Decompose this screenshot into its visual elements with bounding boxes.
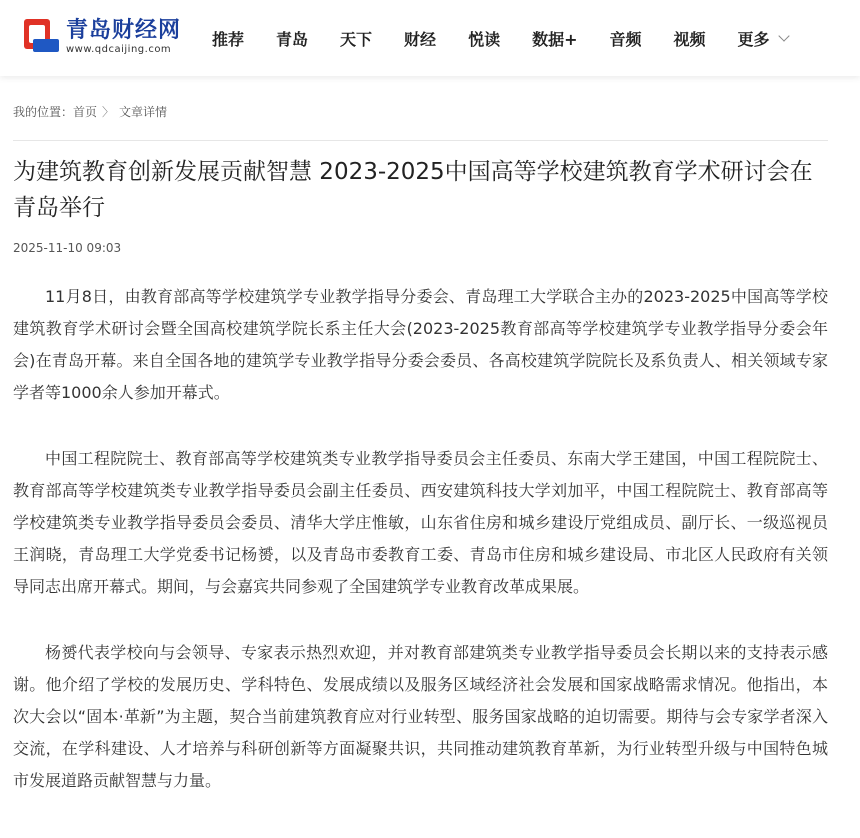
nav-item-video[interactable]: 视频 [673,29,706,49]
nav-more-label: 更多 [737,29,770,49]
logo-mark-icon [24,19,60,55]
article-date: 2025-11-10 09:03 [13,241,122,255]
logo-text [66,19,181,56]
site-header [0,0,860,76]
breadcrumb-home[interactable]: 首页 [73,105,98,119]
article-title: 为建筑教育创新发展贡献智慧 2023-2025中国高等学校建筑教育学术研讨会在青岛举行 [13,159,813,221]
breadcrumb-separator: 〉 [102,105,115,119]
nav-item-more[interactable] [738,27,788,50]
breadcrumb [13,103,167,120]
nav-item-recommend[interactable]: 推荐 [212,29,245,49]
breadcrumb-divider [13,140,828,141]
nav-item-data[interactable]: 数据+ [532,29,578,49]
article-body [13,281,828,831]
article-paragraph: 中国工程院院士、教育部高等学校建筑类专业教学指导委员会主任委员、东南大学王建国，中国工程院院士、教育部高等学校建筑类专业教学指导委员会副主任委员、西安建筑科技大学刘加平，中国工程院院士、教育部高等学校建筑类专业教学指导委员会委员、清华大学庄惟敏，山东省住房和城乡建设厅党组成员、副厅长、一级巡视员王润晓，青岛理工大学党委书记杨赟，以及青岛市委教育工委、青岛市住房和城乡建设局、市北区人民政府有关领导同志出席开幕式。期间，与会嘉宾共同参观了全国建筑学专业教育改革成果展。 [13,449,828,596]
logo-name: 青岛财经网 [66,17,182,43]
nav-item-qingdao[interactable]: 青岛 [276,29,309,49]
logo-url: www.qdcaijing.com [66,43,172,55]
nav-item-world[interactable]: 天下 [340,29,373,49]
breadcrumb-current: 文章详情 [119,105,168,119]
article-paragraph: 杨赟代表学校向与会领导、专家表示热烈欢迎，并对教育部建筑类专业教学指导委员会长期以来的支持表示感谢。他介绍了学校的发展历史、学科特色、发展成绩以及服务区域经济社会发展和国家战略需求情况。他指出，本次大会以“固本·革新”为主题，契合当前建筑教育应对行业转型、服务国家战略的迫切需要。期待与会专家学者深入交流，在学科建设、人才培养与科研创新等方面凝聚共识，共同推动建筑教育革新，为行业转型升级与中国特色城市发展道路贡献智慧与力量。 [13,643,828,790]
nav-item-audio[interactable]: 音频 [609,29,642,49]
article-paragraph: 11月8日，由教育部高等学校建筑学专业教学指导分委会、青岛理工大学联合主办的2023-2025中国高等学校建筑教育学术研讨会暨全国高校建筑学院长系主任大会(2023-2025教育部高等学校建筑学专业教学指导分委会年会)在青岛开幕。来自全国各地的建筑学专业教学指导分委会委员、各高校建筑学院院长及系负责人、相关领域专家学者等1000余人参加开幕式。 [13,287,828,402]
main-nav [196,0,804,76]
site-logo[interactable] [24,14,194,60]
nav-item-finance[interactable]: 财经 [404,29,437,49]
nav-item-reading[interactable]: 悦读 [468,29,501,49]
chevron-down-icon [778,30,789,41]
breadcrumb-prefix: 我的位置： [13,105,74,119]
